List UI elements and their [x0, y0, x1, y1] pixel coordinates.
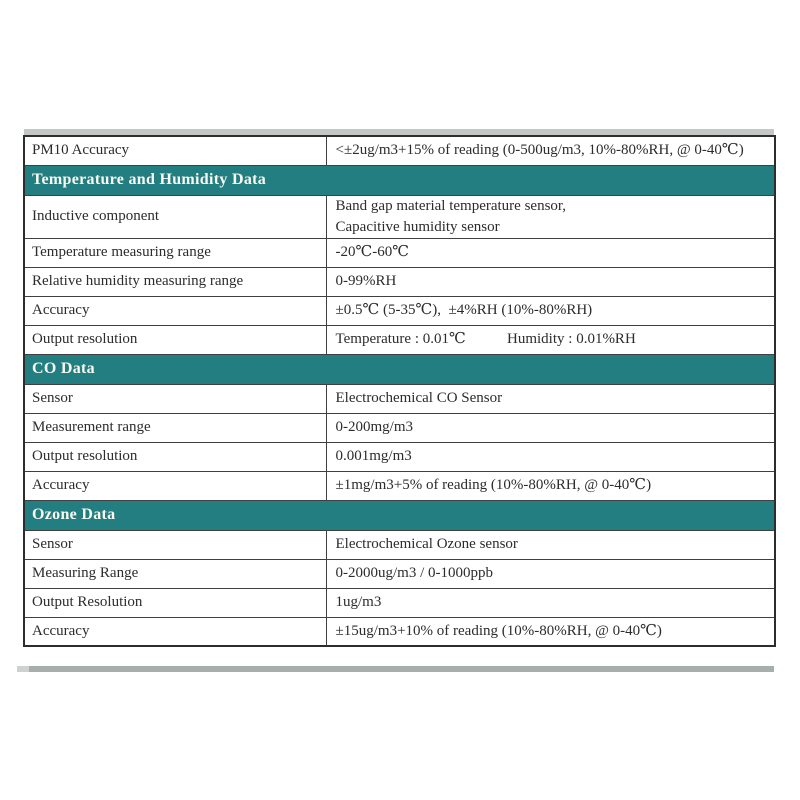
spec-value: 0-2000ug/m3 / 0-1000ppb	[326, 559, 775, 588]
spec-value: 0.001mg/m3	[326, 442, 775, 471]
spec-value: Temperature : 0.01℃ Humidity : 0.01%RH	[326, 325, 775, 354]
spec-parameter-label: Sensor	[24, 530, 326, 559]
spec-value: 0-99%RH	[326, 267, 775, 296]
spec-parameter-label: Relative humidity measuring range	[24, 267, 326, 296]
spec-parameter-label: Accuracy	[24, 617, 326, 646]
spec-value-line: Band gap material temperature sensor,	[335, 197, 567, 214]
spec-value: ±0.5℃ (5-35℃), ±4%RH (10%-80%RH)	[326, 296, 775, 325]
spec-value: 1ug/m3	[326, 588, 775, 617]
spec-parameter-label: Accuracy	[24, 471, 326, 500]
spec-parameter-label: Sensor	[24, 384, 326, 413]
spec-row	[24, 413, 775, 442]
section-header-row	[24, 500, 775, 530]
spec-parameter-label: Temperature measuring range	[24, 238, 326, 267]
spec-row	[24, 530, 775, 559]
spec-value: Electrochemical CO Sensor	[326, 384, 775, 413]
spec-row	[24, 238, 775, 267]
sensor-spec-table	[23, 135, 776, 647]
section-header-label: Temperature and Humidity Data	[24, 165, 775, 195]
spec-parameter-label: Output Resolution	[24, 588, 326, 617]
spec-row	[24, 195, 775, 238]
spec-row	[24, 296, 775, 325]
spec-value	[326, 195, 775, 238]
section-header-row	[24, 165, 775, 195]
spec-parameter-label: Measurement range	[24, 413, 326, 442]
spec-value: ±1mg/m3+5% of reading (10%-80%RH, @ 0-40℃)	[326, 471, 775, 500]
horizontal-scrollbar[interactable]	[17, 666, 774, 672]
spec-parameter-label: Output resolution	[24, 442, 326, 471]
spec-parameter-label: Inductive component	[24, 195, 326, 238]
section-header-row	[24, 354, 775, 384]
spec-row	[24, 384, 775, 413]
spec-row	[24, 471, 775, 500]
spec-value: Electrochemical Ozone sensor	[326, 530, 775, 559]
spec-row	[24, 136, 775, 165]
spec-parameter-label: PM10 Accuracy	[24, 136, 326, 165]
spec-row	[24, 617, 775, 646]
spec-parameter-label: Output resolution	[24, 325, 326, 354]
section-header-label: Ozone Data	[24, 500, 775, 530]
spec-parameter-label: Accuracy	[24, 296, 326, 325]
spec-value: ±15ug/m3+10% of reading (10%-80%RH, @ 0-40℃)	[326, 617, 775, 646]
spec-value-line: Capacitive humidity sensor	[335, 218, 500, 235]
spec-parameter-label: Measuring Range	[24, 559, 326, 588]
spec-row	[24, 588, 775, 617]
spec-row	[24, 325, 775, 354]
spec-value: -20℃-60℃	[326, 238, 775, 267]
spec-value: 0-200mg/m3	[326, 413, 775, 442]
section-header-label: CO Data	[24, 354, 775, 384]
spec-row	[24, 559, 775, 588]
spec-row	[24, 442, 775, 471]
scrollbar-thumb[interactable]	[17, 666, 29, 672]
spec-value: <±2ug/m3+15% of reading (0-500ug/m3, 10%-80%RH, @ 0-40℃)	[326, 136, 775, 165]
spec-row	[24, 267, 775, 296]
